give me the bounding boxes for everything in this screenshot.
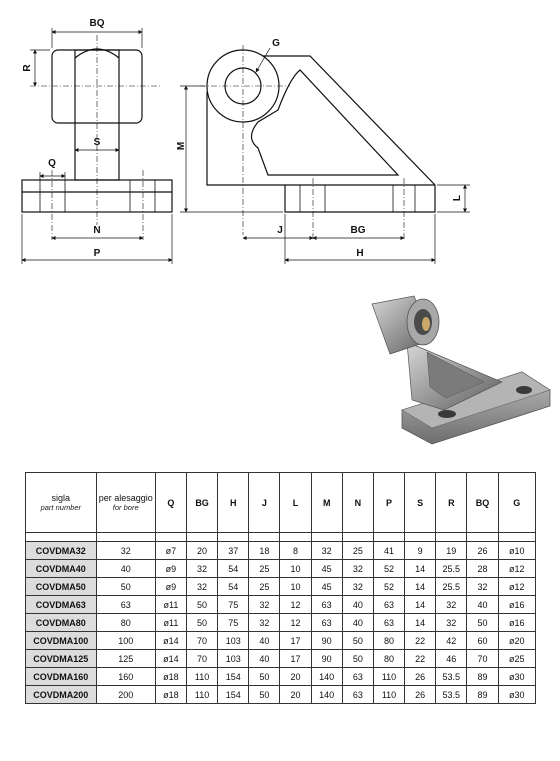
part-number-cell: COVDMA50 bbox=[26, 578, 97, 596]
table-cell: 54 bbox=[218, 578, 249, 596]
table-cell: 12 bbox=[280, 614, 311, 632]
table-cell: 110 bbox=[373, 668, 404, 686]
table-cell: 90 bbox=[311, 632, 342, 650]
table-cell: 25.5 bbox=[436, 560, 467, 578]
table-cell: ø12 bbox=[498, 560, 535, 578]
table-spacer-row bbox=[26, 533, 536, 542]
table-cell: 9 bbox=[405, 542, 436, 560]
table-cell: 25 bbox=[342, 542, 373, 560]
table-cell: 110 bbox=[373, 686, 404, 704]
column-header-sublabel: for bore bbox=[112, 503, 139, 512]
table-cell: 22 bbox=[405, 632, 436, 650]
table-cell: ø7 bbox=[155, 542, 186, 560]
table-cell: 14 bbox=[405, 596, 436, 614]
table-cell: 25 bbox=[249, 560, 280, 578]
table-cell: 60 bbox=[467, 632, 498, 650]
column-header bbox=[218, 473, 249, 533]
column-header-label: G bbox=[513, 497, 521, 508]
table-cell: 160 bbox=[96, 668, 155, 686]
table-cell: 32 bbox=[342, 578, 373, 596]
table-cell: ø25 bbox=[498, 650, 535, 668]
column-header-label: L bbox=[292, 497, 299, 508]
table-cell: 53.5 bbox=[436, 686, 467, 704]
table-cell: 42 bbox=[436, 632, 467, 650]
table-cell: 12 bbox=[280, 596, 311, 614]
table-cell: ø14 bbox=[155, 632, 186, 650]
table-cell: 63 bbox=[96, 596, 155, 614]
table-cell: 70 bbox=[186, 632, 217, 650]
table-cell: ø20 bbox=[498, 632, 535, 650]
table-cell: ø18 bbox=[155, 686, 186, 704]
table-cell: ø16 bbox=[498, 614, 535, 632]
technical-drawing bbox=[0, 0, 560, 280]
dimensions-table bbox=[25, 472, 536, 704]
column-header bbox=[311, 473, 342, 533]
table-cell: 103 bbox=[218, 650, 249, 668]
table-cell: ø16 bbox=[498, 596, 535, 614]
table-cell: 75 bbox=[218, 596, 249, 614]
table-cell: 40 bbox=[342, 614, 373, 632]
table-cell: 110 bbox=[186, 668, 217, 686]
table-cell: 125 bbox=[96, 650, 155, 668]
table-cell: 32 bbox=[186, 578, 217, 596]
table-cell: 140 bbox=[311, 668, 342, 686]
part-number-cell: COVDMA200 bbox=[26, 686, 97, 704]
table-cell: ø9 bbox=[155, 560, 186, 578]
dim-label-p: P bbox=[93, 248, 101, 259]
table-cell: ø9 bbox=[155, 578, 186, 596]
table-cell: 22 bbox=[405, 650, 436, 668]
table-cell: 70 bbox=[186, 650, 217, 668]
table-cell: 63 bbox=[373, 614, 404, 632]
table-cell: 32 bbox=[96, 542, 155, 560]
table-cell: 32 bbox=[311, 542, 342, 560]
table-cell: 45 bbox=[311, 578, 342, 596]
table-cell: ø30 bbox=[498, 686, 535, 704]
table-cell: 40 bbox=[249, 650, 280, 668]
column-header bbox=[342, 473, 373, 533]
table-cell: 63 bbox=[342, 686, 373, 704]
table-row bbox=[26, 560, 536, 578]
table-cell: 63 bbox=[311, 614, 342, 632]
table-cell: ø11 bbox=[155, 614, 186, 632]
column-header bbox=[249, 473, 280, 533]
table-cell: 50 bbox=[467, 614, 498, 632]
table-cell: ø18 bbox=[155, 668, 186, 686]
column-header-label: per alesaggio bbox=[98, 493, 153, 503]
table-cell: 14 bbox=[405, 614, 436, 632]
table-cell: 50 bbox=[186, 596, 217, 614]
table-cell: 200 bbox=[96, 686, 155, 704]
table-cell: ø10 bbox=[498, 542, 535, 560]
table-cell: 80 bbox=[373, 632, 404, 650]
table-body bbox=[26, 533, 536, 704]
table-row bbox=[26, 650, 536, 668]
table-row bbox=[26, 632, 536, 650]
table-cell: 32 bbox=[467, 578, 498, 596]
table-cell: 70 bbox=[467, 650, 498, 668]
table-cell: 110 bbox=[186, 686, 217, 704]
table-cell: 14 bbox=[405, 560, 436, 578]
table-row bbox=[26, 596, 536, 614]
column-header bbox=[280, 473, 311, 533]
table-cell: 25.5 bbox=[436, 578, 467, 596]
table-cell: 52 bbox=[373, 578, 404, 596]
table-cell: 37 bbox=[218, 542, 249, 560]
table-cell: 54 bbox=[218, 560, 249, 578]
table-cell: 28 bbox=[467, 560, 498, 578]
dim-label-r: R bbox=[22, 64, 33, 72]
table-cell: 75 bbox=[218, 614, 249, 632]
column-header-label: N bbox=[354, 497, 362, 508]
dim-label-g: G bbox=[272, 38, 280, 49]
dim-label-n: N bbox=[93, 225, 101, 236]
table-cell: 10 bbox=[280, 560, 311, 578]
table-cell: 89 bbox=[467, 668, 498, 686]
side-view bbox=[207, 50, 435, 212]
column-header bbox=[467, 473, 498, 533]
column-header-label: P bbox=[385, 497, 392, 508]
table-cell: 46 bbox=[436, 650, 467, 668]
part-number-cell: COVDMA32 bbox=[26, 542, 97, 560]
column-header bbox=[186, 473, 217, 533]
column-header bbox=[498, 473, 535, 533]
table-cell: 63 bbox=[373, 596, 404, 614]
table-cell: 40 bbox=[342, 596, 373, 614]
part-number-cell: COVDMA125 bbox=[26, 650, 97, 668]
table-cell: ø12 bbox=[498, 578, 535, 596]
table-cell: ø14 bbox=[155, 650, 186, 668]
table-cell: 63 bbox=[311, 596, 342, 614]
table-cell: 20 bbox=[186, 542, 217, 560]
table-row bbox=[26, 542, 536, 560]
table-cell: 17 bbox=[280, 632, 311, 650]
product-photo bbox=[352, 282, 552, 447]
table-row bbox=[26, 686, 536, 704]
table-row bbox=[26, 668, 536, 686]
dim-label-q: Q bbox=[48, 158, 56, 169]
table-cell: 20 bbox=[280, 668, 311, 686]
table-cell: 50 bbox=[96, 578, 155, 596]
table-cell: 20 bbox=[280, 686, 311, 704]
part-number-cell: COVDMA160 bbox=[26, 668, 97, 686]
table-header-row bbox=[26, 473, 536, 533]
table-cell: 18 bbox=[249, 542, 280, 560]
column-header bbox=[405, 473, 436, 533]
table-cell: 103 bbox=[218, 632, 249, 650]
table-cell: 32 bbox=[249, 614, 280, 632]
table-cell: 52 bbox=[373, 560, 404, 578]
dim-label-m: M bbox=[176, 141, 187, 151]
table-cell: 32 bbox=[436, 614, 467, 632]
part-number-cell: COVDMA63 bbox=[26, 596, 97, 614]
table-cell: 32 bbox=[342, 560, 373, 578]
dim-label-bg: BG bbox=[350, 225, 366, 236]
table-cell: 154 bbox=[218, 668, 249, 686]
table-cell: 14 bbox=[405, 578, 436, 596]
table-cell: 50 bbox=[186, 614, 217, 632]
table-cell: 50 bbox=[342, 650, 373, 668]
table-cell: ø30 bbox=[498, 668, 535, 686]
table-cell: 140 bbox=[311, 686, 342, 704]
part-number-cell: COVDMA100 bbox=[26, 632, 97, 650]
table-cell: 90 bbox=[311, 650, 342, 668]
part-number-cell: COVDMA40 bbox=[26, 560, 97, 578]
table-cell: 26 bbox=[405, 686, 436, 704]
column-header-sublabel: part number bbox=[40, 503, 82, 512]
table-cell: 50 bbox=[249, 668, 280, 686]
column-header-label: BG bbox=[195, 497, 209, 508]
table-cell: 50 bbox=[249, 686, 280, 704]
column-header bbox=[436, 473, 467, 533]
column-header-label: M bbox=[322, 497, 331, 508]
dim-label-bq: BQ bbox=[89, 18, 105, 29]
table-cell: 32 bbox=[249, 596, 280, 614]
table-row bbox=[26, 578, 536, 596]
table-cell: 17 bbox=[280, 650, 311, 668]
table-cell: 32 bbox=[186, 560, 217, 578]
table-cell: 26 bbox=[405, 668, 436, 686]
table-cell: 8 bbox=[280, 542, 311, 560]
table-cell: 89 bbox=[467, 686, 498, 704]
table-cell: 25 bbox=[249, 578, 280, 596]
table-cell: 53.5 bbox=[436, 668, 467, 686]
column-header-label: H bbox=[229, 497, 237, 508]
column-header-label: BQ bbox=[475, 497, 490, 508]
table-cell: 40 bbox=[96, 560, 155, 578]
table-cell: 26 bbox=[467, 542, 498, 560]
table-cell: ø11 bbox=[155, 596, 186, 614]
column-header-label: R bbox=[448, 497, 455, 508]
table-cell: 40 bbox=[467, 596, 498, 614]
column-header-label: sigla bbox=[51, 493, 71, 503]
table-cell: 41 bbox=[373, 542, 404, 560]
table-cell: 45 bbox=[311, 560, 342, 578]
column-header bbox=[96, 473, 155, 533]
dim-label-h: H bbox=[356, 248, 364, 259]
column-header-label: Q bbox=[167, 497, 175, 508]
table-cell: 63 bbox=[342, 668, 373, 686]
dim-label-j: J bbox=[277, 225, 283, 236]
column-header bbox=[155, 473, 186, 533]
dim-label-s: S bbox=[93, 137, 101, 148]
part-number-cell: COVDMA80 bbox=[26, 614, 97, 632]
column-header-label: S bbox=[417, 497, 424, 508]
table-cell: 50 bbox=[342, 632, 373, 650]
table-cell: 154 bbox=[218, 686, 249, 704]
column-header bbox=[373, 473, 404, 533]
table-cell: 80 bbox=[373, 650, 404, 668]
table-cell: 80 bbox=[96, 614, 155, 632]
table-cell: 32 bbox=[436, 596, 467, 614]
table-cell: 19 bbox=[436, 542, 467, 560]
table-cell: 10 bbox=[280, 578, 311, 596]
dim-label-l: L bbox=[452, 194, 463, 202]
table-row bbox=[26, 614, 536, 632]
column-header-label: J bbox=[261, 497, 267, 508]
table-cell: 40 bbox=[249, 632, 280, 650]
column-header bbox=[26, 473, 97, 533]
table-cell: 100 bbox=[96, 632, 155, 650]
